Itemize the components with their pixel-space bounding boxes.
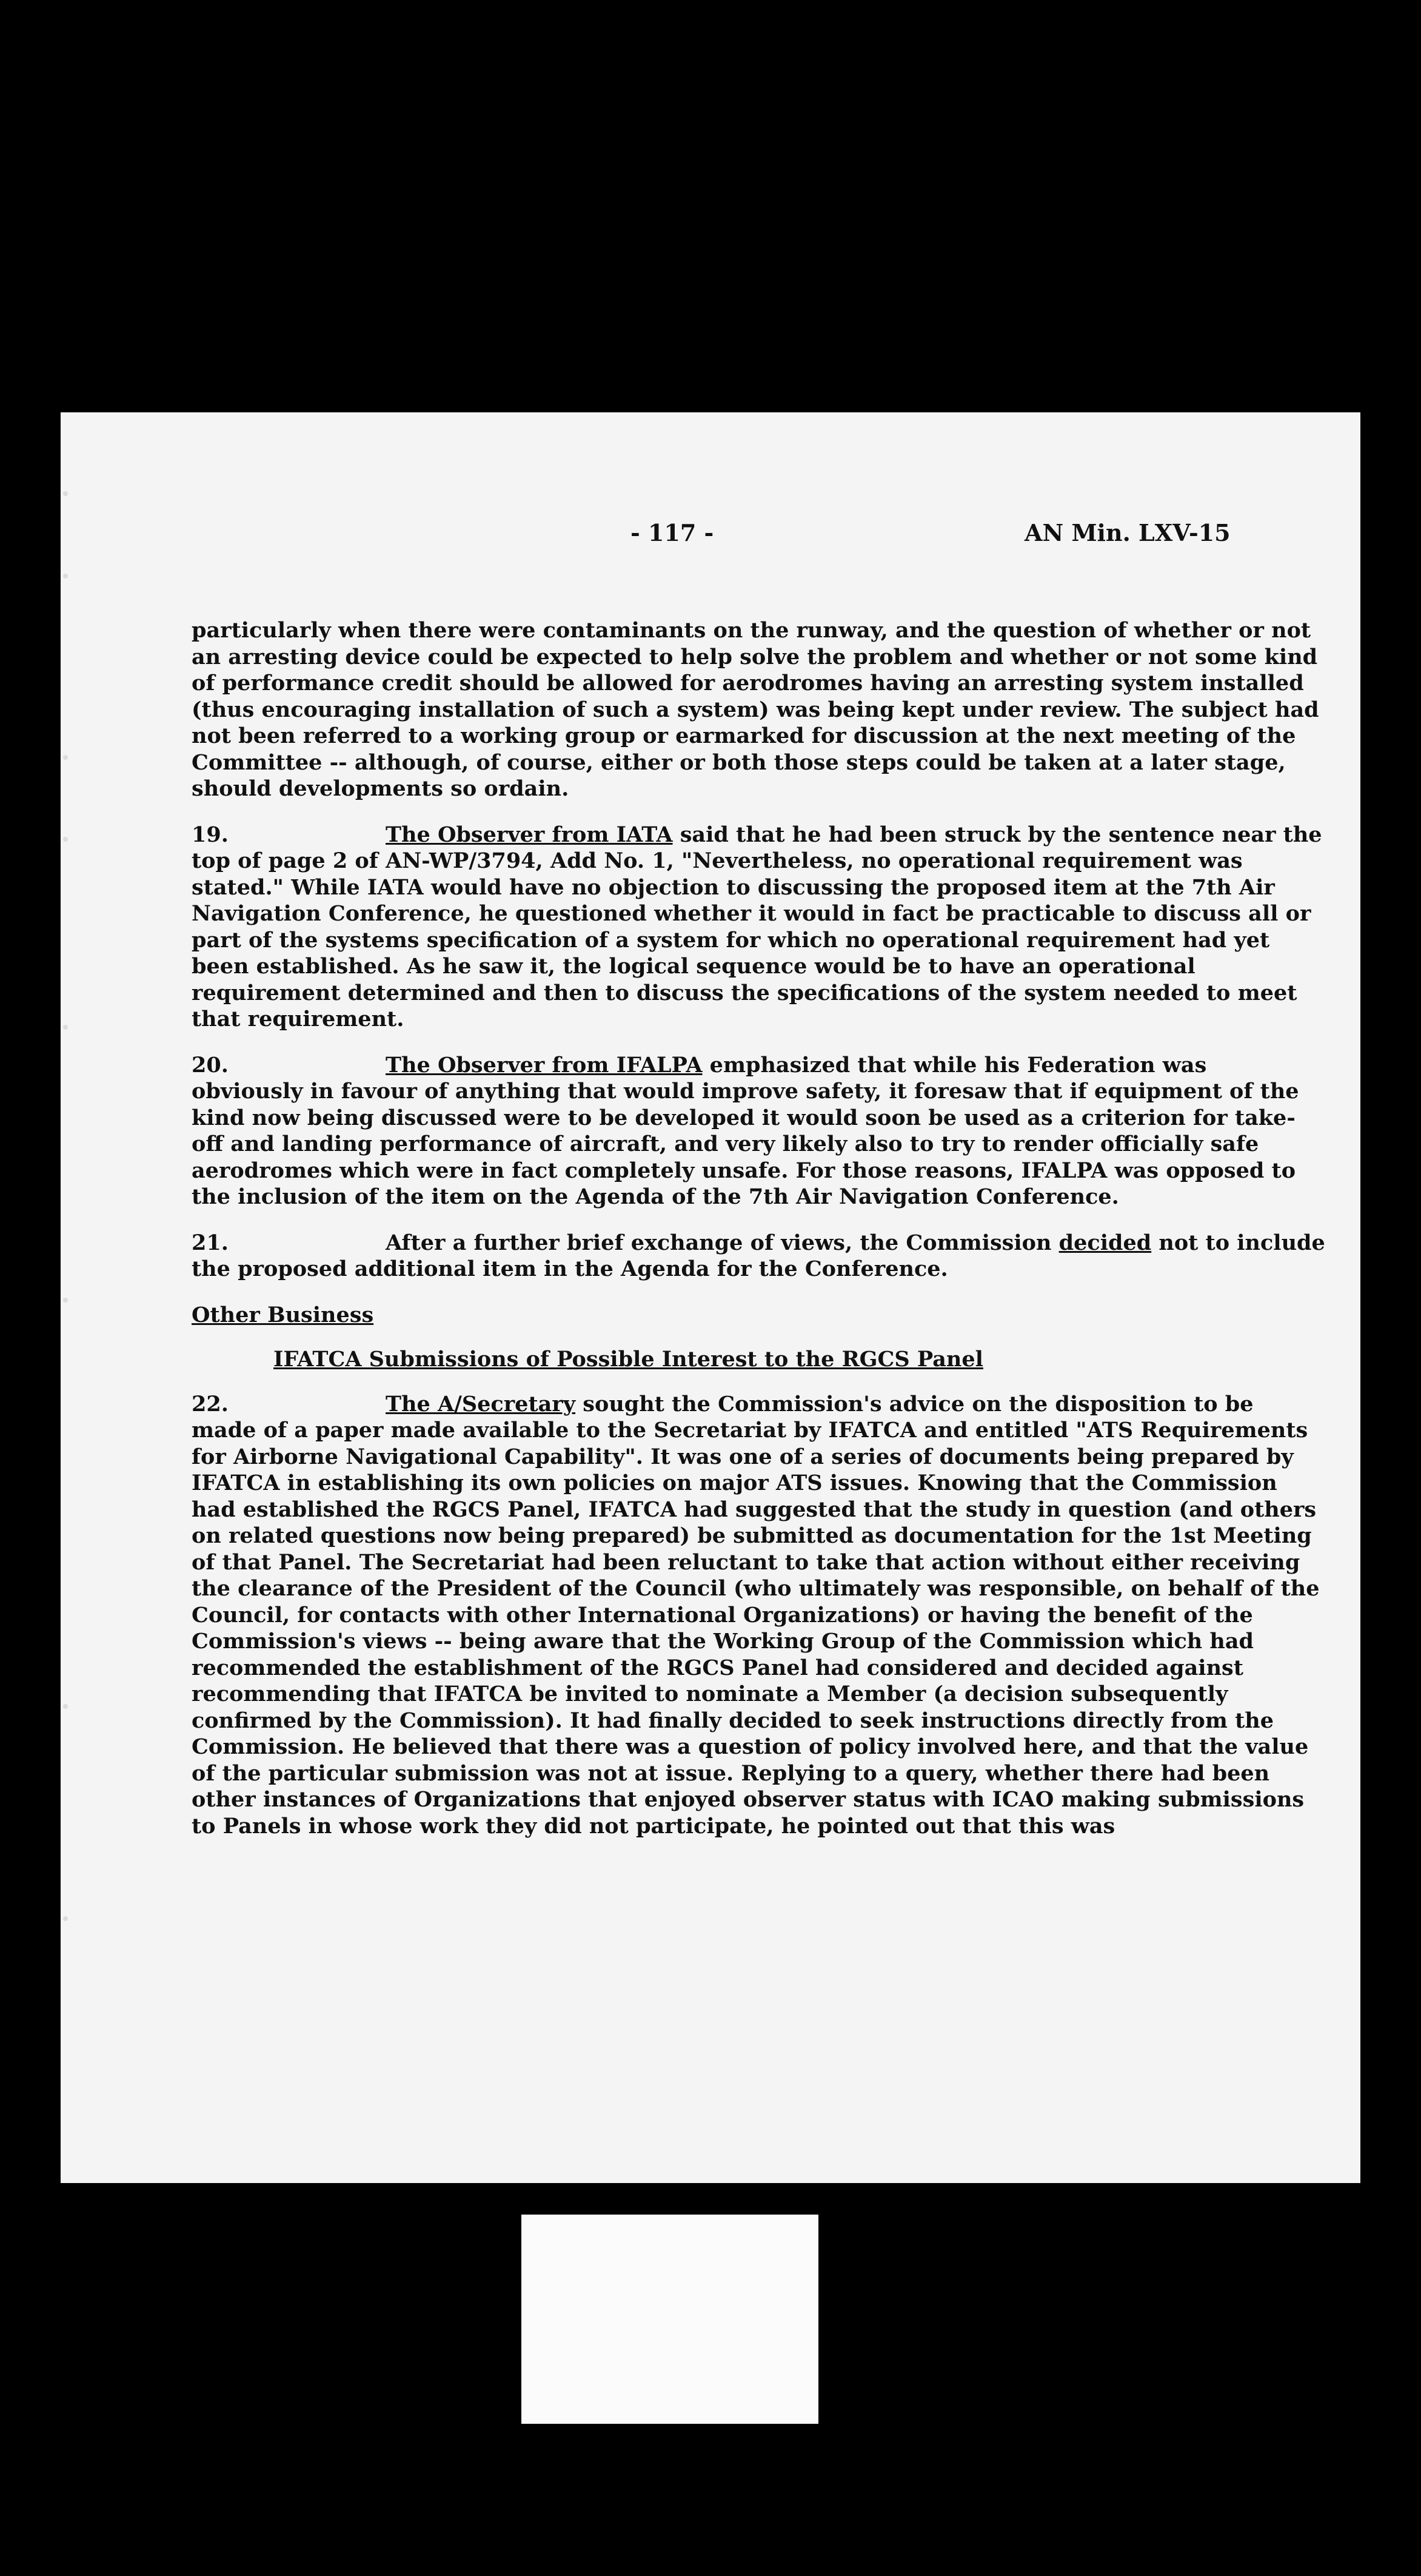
margin-dot [63,1298,68,1303]
paragraph-text: sought the Commission's advice on the disposition to be made of a paper made available to the Secretariat by IFATCA and entitled "ATS Requirements for Airborne Navigational Capability". It was one of a series of documents being prepared by IFATCA in establishing its own policies on major ATS issues. Knowing that the Commission had established the RGCS Panel, IFATCA had suggested that the study in question (and others on related questions now being prepared) be submitted as documentation for the 1st Meeting of that Panel. The Secretariat had been reluctant to take that action without either receiving the clearance of the President of the Council (who ultimately was responsible, on behalf of the Council, for contacts with other International Organizations) or having the benefit of the Commission's views -- being aware that the Working Group of the Commission which had recommended the establishment of the RGCS Panel had considered and decided against recommending that IFATCA be invited to nominate a Member (a decision subsequently confirmed by the Commission). It had finally decided to seek instructions directly from the Commission. He believed that there was a question of policy involved here, and that the value of the particular submission was not at issue. Replying to a query, whether there had been other instances of Organizations that enjoyed observer status with ICAO making submissions to Panels in whose work they did not participate, he pointed out that this was [192,1391,1320,1839]
paragraph-22 [192,1391,1325,1840]
paragraph-text: emphasized that while his Federation was obviously in favour of anything that would improve safety, it foresaw that if equipment of the kind now being discussed were to be developed it would soon be used as a criterion for take-off and landing performance of aircraft, and very likely also to try to render officially safe aerodromes which were in fact completely unsafe. For those reasons, IFALPA was opposed to the inclusion of the item on the Agenda of the 7th Air Navigation Conference. [192,1052,1299,1209]
speaker-name: The Observer from IATA [386,822,673,847]
margin-dot [63,1025,68,1030]
blank-label-card [521,2215,818,2424]
document-page [61,412,1360,2183]
paragraph-number: 20. [192,1052,229,1078]
margin-dot [63,755,68,760]
section-title: Other Business [192,1302,374,1327]
paragraph-text: not to include the proposed additional item in the Agenda for the Conference. [192,1230,1325,1281]
margin-dot [63,491,68,496]
paragraph-continued: particularly when there were contaminants on the runway, and the question of whether or not an arresting device could be expected to help solve the problem and whether or not some kind of performance credit should be allowed for aerodromes having an arresting system installed (thus encouraging installation of such a system) was being kept under review. The subject had not been referred to a working group or earmarked for discussion at the next meeting of the Committee -- although, of course, either or both those steps could be taken at a later stage, should developments so ordain. [192,618,1319,801]
body-text [192,617,1325,1859]
document-reference: AN Min. LXV-15 [1025,519,1231,546]
paragraph-19 [192,822,1325,1033]
page-number: - 117 - [630,519,714,546]
paragraph-21 [192,1230,1325,1283]
margin-dot [63,1704,68,1709]
margin-dot [63,574,68,579]
decision-word: decided [1058,1230,1152,1255]
paragraph-text: After a further brief exchange of views, the Commission [386,1230,1052,1255]
speaker-name: The Observer from IFALPA [386,1052,703,1078]
margin-dot [63,837,68,842]
subsection-title: IFATCA Submissions of Possible Interest to the RGCS Panel [273,1347,983,1372]
paragraph-number: 19. [192,822,229,847]
margin-dot [63,1916,68,1921]
paragraph-number: 21. [192,1230,229,1255]
paragraph-20 [192,1052,1325,1210]
speaker-name: The A/Secretary [386,1391,576,1417]
paragraph-text: said that he had been struck by the sentence near the top of page 2 of AN-WP/3794, Add No. 1, "Nevertheless, no operational requirement was stated." While IATA would have no objection to discussing the proposed item at the 7th Air Navigation Conference, he questioned whether it would in fact be practicable to discuss all or part of the systems specification of a system for which no operational requirement had yet been established. As he saw it, the logical sequence would be to have an operational requirement determined and then to discuss the specifications of the system needed to meet that requirement. [192,822,1322,1031]
paragraph-number: 22. [192,1391,229,1417]
page-header [61,519,1360,555]
